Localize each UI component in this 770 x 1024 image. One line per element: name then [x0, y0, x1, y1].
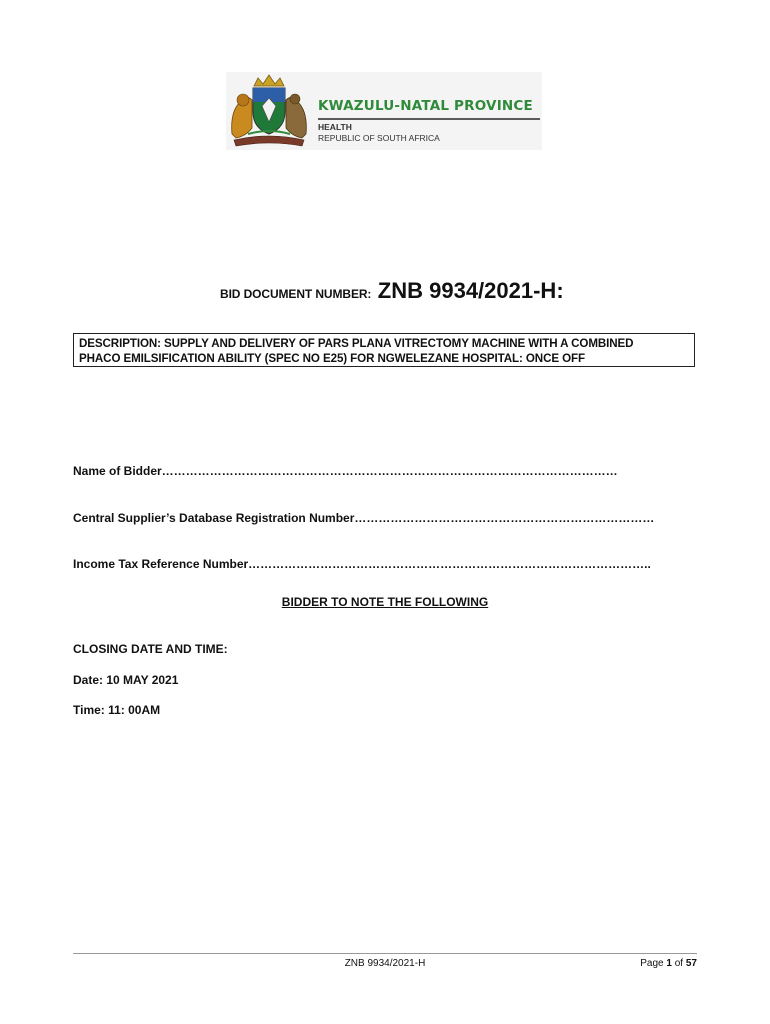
- income-tax-field: Income Tax Reference Number………………………………………………………………………………………..: [73, 557, 651, 571]
- logo-country: REPUBLIC OF SOUTH AFRICA: [318, 133, 440, 143]
- closing-heading: CLOSING DATE AND TIME:: [73, 642, 228, 656]
- bid-number-value: ZNB 9934/2021-H:: [377, 278, 564, 303]
- page-prefix: Page: [640, 958, 667, 969]
- footer-doc-ref: ZNB 9934/2021-H: [344, 958, 426, 969]
- logo-province-name: KWAZULU-NATAL PROVINCE: [318, 98, 533, 114]
- logo-divider: [318, 118, 540, 120]
- footer-divider: [73, 953, 697, 954]
- logo-department: HEALTH: [318, 122, 352, 132]
- description-line-1: DESCRIPTION: SUPPLY AND DELIVERY OF PARS PLANA VITRECTOMY MACHINE WITH A COMBINED: [79, 337, 634, 350]
- bidder-note-heading: BIDDER TO NOTE THE FOLLOWING: [281, 595, 489, 609]
- closing-time: Time: 11: 00AM: [73, 703, 161, 717]
- closing-date: Date: 10 MAY 2021: [73, 673, 179, 687]
- csd-registration-field: Central Supplier’s Database Registration Number…………………………………………………………………: [73, 511, 655, 525]
- bid-number-line: [220, 278, 564, 304]
- department-logo: [226, 72, 542, 150]
- page-current: 1: [666, 958, 672, 969]
- name-of-bidder-field: Name of Bidder……………………………………………………………………………………………………: [73, 464, 618, 478]
- description-line-2: PHACO EMILSIFICATION ABILITY (SPEC NO E25) FOR NGWELEZANE HOSPITAL: ONCE OFF: [79, 352, 585, 365]
- bid-number-label: BID DOCUMENT NUMBER:: [220, 287, 372, 301]
- description-box: [73, 333, 695, 367]
- page-of: of: [671, 958, 686, 969]
- page-number: [640, 958, 697, 969]
- provincial-coat-of-arms-icon: [226, 72, 312, 150]
- page-total: 57: [685, 958, 697, 969]
